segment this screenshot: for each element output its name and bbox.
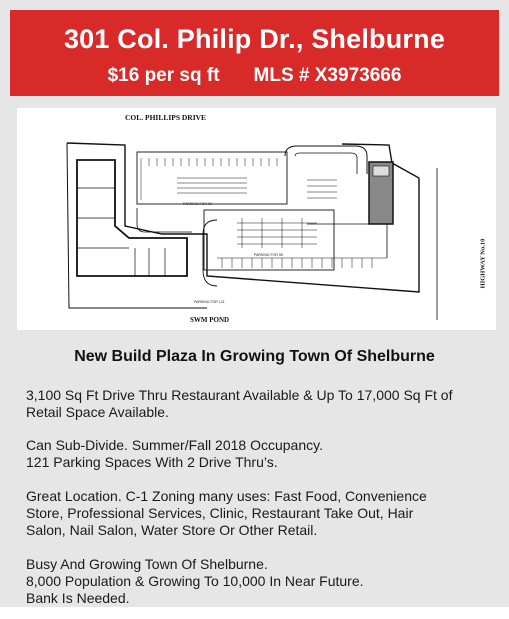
section-heading: New Build Plaza In Growing Town Of Shelburne <box>74 348 435 365</box>
listing-address: 301 Col. Philip Dr., Shelburne <box>63 24 446 54</box>
paragraph-line: 3,100 Sq Ft Drive Thru Restaurant Available & Up To 17,000 Sq Ft of <box>26 387 453 403</box>
paragraph-line: Retail Space Available. <box>26 404 169 420</box>
site-plan-drawing <box>17 108 496 330</box>
paragraph-line: Busy And Growing Town Of Shelburne. <box>26 556 268 572</box>
highway-label: HIGHWAY No.10 <box>479 238 487 289</box>
listing-price: $16 per sq ft <box>107 65 220 86</box>
street-label: COL. PHILLIPS DRIVE <box>125 113 207 122</box>
parking-label-1: PARKING FOR 92 <box>183 202 212 206</box>
paragraph-line: 8,000 Population & Growing To 10,000 In Near Future. <box>26 573 364 589</box>
paragraph-line: Salon, Nail Salon, Water Store Or Other Retail. <box>26 522 318 538</box>
paragraph-1 <box>26 387 496 421</box>
paragraph-4 <box>26 556 496 607</box>
paragraph-line: 121 Parking Spaces With 2 Drive Thru’s. <box>26 454 278 470</box>
listing-banner <box>10 10 499 96</box>
paragraph-line: Store, Professional Services, Clinic, Restaurant Take Out, Hair <box>26 505 414 521</box>
paragraph-2 <box>26 437 496 471</box>
paragraph-line: Can Sub-Divide. Summer/Fall 2018 Occupancy. <box>26 437 323 453</box>
parking-label-2: PARKING FOR 98 <box>254 253 283 257</box>
pond-label: SWM POND <box>190 316 230 324</box>
listing-subtitle <box>10 65 499 87</box>
paragraph-line: Great Location. C-1 Zoning many uses: Fast Food, Convenience <box>26 488 427 504</box>
site-plan-image <box>17 108 496 330</box>
paragraph-3 <box>26 488 496 539</box>
listing-mls: MLS # X3973666 <box>253 65 402 86</box>
parking-label-3: PARKING FOR 121 <box>194 300 225 304</box>
paragraph-line: Bank Is Needed. <box>26 590 130 606</box>
